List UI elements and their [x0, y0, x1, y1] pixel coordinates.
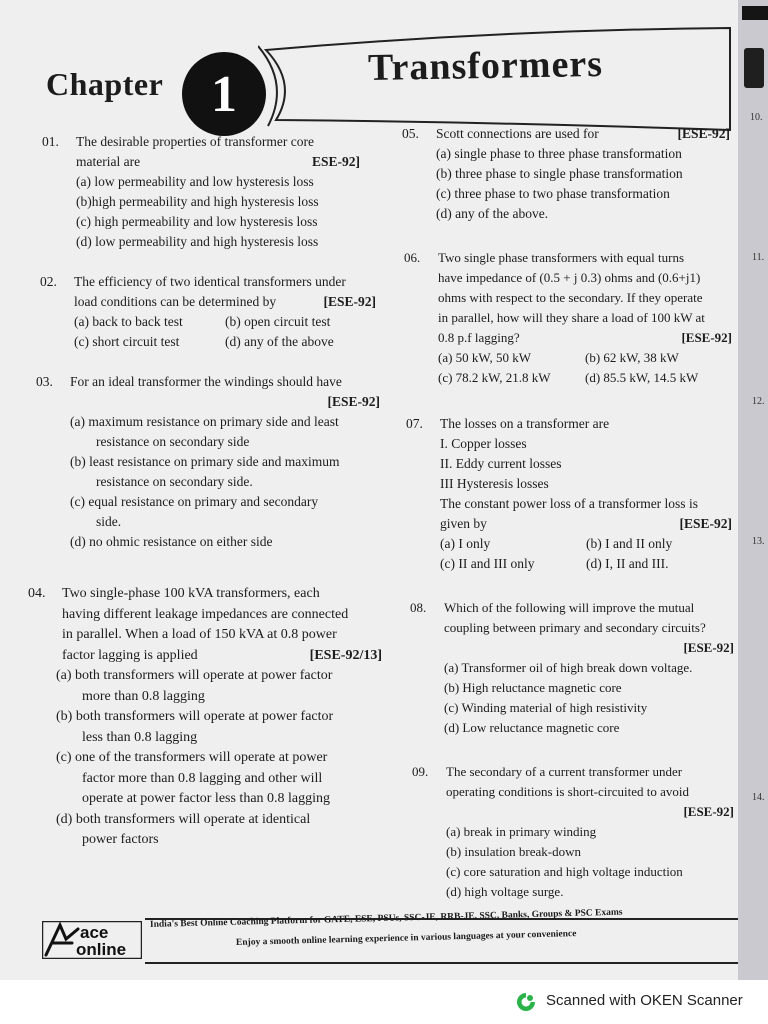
- ace-online-logo: [42, 921, 142, 959]
- chapter-number: 1: [211, 65, 237, 123]
- option: (c) short circuit test: [74, 334, 180, 349]
- question-text: III Hysteresis losses: [440, 476, 549, 491]
- question-text: The losses on a transformer are: [440, 416, 610, 431]
- exam-tag: [ESE-92]: [327, 394, 380, 409]
- option: (a) Transformer oil of high break down voltage.: [444, 660, 693, 675]
- question-text: coupling between primary and secondary circuits?: [444, 620, 706, 635]
- option: (a) 50 kW, 50 kW: [438, 350, 532, 365]
- question-text: material are: [76, 154, 141, 169]
- question-text: given by: [440, 516, 487, 531]
- option: (d) any of the above.: [436, 206, 549, 221]
- question-09: [412, 762, 734, 902]
- question-number: 08.: [410, 600, 427, 615]
- scanner-label: Scanned with OKEN Scanner: [546, 992, 743, 1009]
- edge-number: 13.: [752, 536, 765, 547]
- question-text: The secondary of a current transformer under: [446, 764, 683, 779]
- option: (c) three phase to two phase transformation: [436, 186, 670, 201]
- edge-number: 14.: [752, 792, 765, 803]
- question-number: 05.: [402, 126, 419, 141]
- option: (a) back to back test: [74, 314, 183, 329]
- question-text: The efficiency of two identical transformers under: [74, 274, 346, 289]
- option: (a) maximum resistance on primary side and least resistance on secondary side: [70, 414, 339, 449]
- question-08: [410, 598, 734, 738]
- option: (b) least resistance on primary side and maximum resistance on secondary side.: [70, 454, 340, 489]
- option: (d) both transformers will operate at identical power factors: [56, 811, 311, 847]
- question-text: operating conditions is short-circuited to avoid: [446, 784, 689, 799]
- exam-tag: ESE-92]: [311, 154, 360, 169]
- exam-tag: [ESE-92]: [323, 294, 376, 309]
- edge-number: 12.: [752, 396, 765, 407]
- question-text: The constant power loss of a transformer loss is: [440, 496, 698, 511]
- question-text: I. Copper losses: [440, 436, 527, 451]
- chapter-title: Transformers: [367, 42, 604, 90]
- question-text: Two single-phase 100 kVA transformers, each: [62, 586, 320, 601]
- option: (c) II and III only: [440, 556, 535, 571]
- edge-number: 10.: [750, 112, 763, 123]
- question-text: Scott connections are used for: [436, 126, 599, 141]
- option: (b) insulation break-down: [446, 844, 582, 859]
- option: (a) break in primary winding: [446, 824, 597, 839]
- option: (c) 78.2 kW, 21.8 kW: [438, 370, 551, 385]
- question-03: [36, 372, 380, 552]
- question-05: [402, 124, 730, 224]
- next-page-edge: [738, 0, 768, 980]
- page-edge-mark: [744, 48, 764, 88]
- option: (a) I only: [440, 536, 491, 551]
- question-text: The desirable properties of transformer core: [76, 134, 315, 149]
- option: (d) Low reluctance magnetic core: [444, 720, 620, 735]
- footer-line-2: Enjoy a smooth online learning experience in various languages at your convenience: [235, 929, 577, 948]
- question-text: load conditions can be determined by: [74, 294, 277, 309]
- option: (d) low permeability and high hysteresis loss: [76, 234, 319, 249]
- question-text: Two single phase transformers with equal turns: [438, 250, 685, 265]
- option: (c) one of the transformers will operate at power factor more than 0.8 lagging and other will operate at power factor less than 0.8 lagging: [56, 750, 331, 806]
- option: (d) any of the above: [225, 334, 334, 349]
- question-text: 0.8 p.f lagging?: [438, 330, 520, 345]
- option: (b) 62 kW, 38 kW: [585, 350, 679, 365]
- option: (a) single phase to three phase transformation: [436, 146, 682, 161]
- question-text: For an ideal transformer the windings should have: [70, 374, 342, 389]
- option: (d) no ohmic resistance on either side: [70, 534, 273, 549]
- chapter-number-badge: [182, 52, 266, 136]
- question-text: in parallel, how will they share a load of 100 kW at: [438, 310, 705, 325]
- question-text: have impedance of (0.5 + j 0.3) ohms and (0.6+j1): [438, 270, 701, 285]
- logo-text-top: ace: [80, 923, 109, 942]
- exam-tag: [ESE-92]: [683, 640, 734, 655]
- page-edge-tab: [742, 6, 768, 20]
- question-04: [28, 584, 382, 851]
- option: (b)high permeability and high hysteresis loss: [76, 194, 319, 209]
- option: (b) both transformers will operate at power factor less than 0.8 lagging: [56, 709, 334, 745]
- question-07: [406, 414, 732, 574]
- option: (c) equal resistance on primary and secondary side.: [70, 494, 319, 529]
- option: (d) 85.5 kW, 14.5 kW: [585, 370, 699, 385]
- question-number: 07.: [406, 416, 423, 431]
- exam-tag: [ESE-92/13]: [309, 647, 382, 663]
- option: (c) high permeability and low hysteresis loss: [76, 214, 318, 229]
- exam-tag: [ESE-92]: [681, 330, 732, 345]
- question-text: having different leakage impedances are connected: [62, 606, 349, 622]
- exam-tag: [ESE-92]: [677, 126, 730, 141]
- option: (a) both transformers will operate at power factor more than 0.8 lagging: [56, 668, 333, 704]
- logo-text-bottom: online: [76, 940, 127, 959]
- option: (b) open circuit test: [225, 314, 331, 329]
- question-06: [404, 248, 732, 388]
- option: (c) Winding material of high resistivity: [444, 700, 648, 715]
- question-text: Which of the following will improve the mutual: [444, 600, 695, 615]
- exam-tag: [ESE-92]: [683, 804, 734, 819]
- question-text: factor lagging is applied: [62, 647, 198, 663]
- question-text: ohms with respect to the secondary. If they operate: [438, 290, 703, 305]
- chapter-label: Chapter: [46, 66, 164, 102]
- option: (b) I and II only: [586, 536, 673, 551]
- question-number: 09.: [412, 764, 429, 779]
- option: (d) I, II and III.: [586, 556, 669, 571]
- option: (b) three phase to single phase transformation: [436, 166, 683, 181]
- question-01: [42, 132, 360, 252]
- footer-line-1: India's Best Online Coaching Platform for GATE, ESE, PSUs, SSC-JE, RRB-JE, SSC, Banks, Groups & PSC Exams: [149, 907, 623, 930]
- question-number: 06.: [404, 250, 421, 265]
- question-number: 02.: [40, 274, 57, 289]
- question-number: 01.: [42, 134, 59, 149]
- question-number: 04.: [28, 586, 46, 601]
- option: (d) high voltage surge.: [446, 884, 564, 899]
- question-02: [40, 272, 376, 352]
- option: (a) low permeability and low hysteresis loss: [76, 174, 314, 189]
- question-text: in parallel. When a load of 150 kVA at 0.8 power: [62, 627, 337, 642]
- option: (c) core saturation and high voltage induction: [446, 864, 683, 879]
- question-number: 03.: [36, 374, 53, 389]
- scanner-logo-icon: [516, 992, 536, 1012]
- question-text: II. Eddy current losses: [440, 456, 562, 471]
- exam-tag: [ESE-92]: [679, 516, 732, 531]
- option: (b) High reluctance magnetic core: [444, 680, 622, 695]
- edge-number: 11.: [752, 252, 765, 263]
